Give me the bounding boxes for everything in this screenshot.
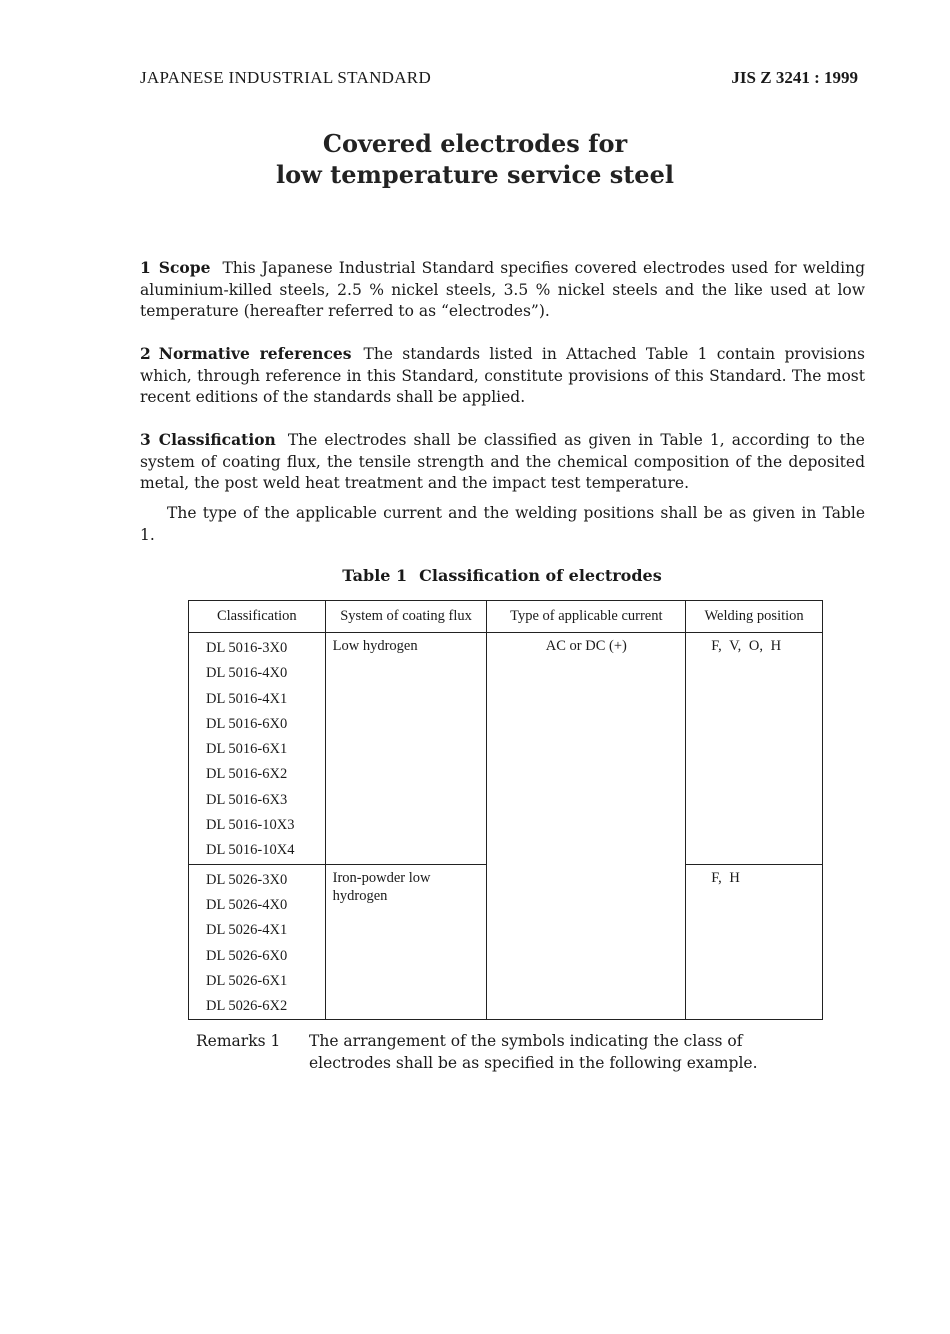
table-number: Table 1 bbox=[342, 566, 408, 585]
document-title bbox=[0, 128, 950, 190]
table-header-row bbox=[189, 601, 823, 633]
classification-item: DL 5016-6X2 bbox=[206, 766, 288, 783]
table-title: Classification of electrodes bbox=[419, 566, 662, 585]
section-title: Normative references bbox=[158, 344, 352, 363]
header-applicable-current: Type of applicable current bbox=[487, 601, 686, 633]
welding-position-cell bbox=[686, 633, 823, 865]
section-title: Scope bbox=[158, 258, 211, 277]
classification-item: DL 5026-4X0 bbox=[206, 896, 288, 913]
classification-item: DL 5016-10X3 bbox=[206, 817, 295, 834]
section-text: The standards listed in Attached Table 1 contain provisions which, through reference in this Standard, constitute provisions of this Standard. The most recent editions of the standards shall be applied. bbox=[140, 345, 865, 406]
classification-item: DL 5026-6X2 bbox=[206, 998, 288, 1015]
section-normative-references bbox=[140, 343, 865, 409]
classification-list bbox=[189, 864, 326, 1020]
classification-item: DL 5016-3X0 bbox=[206, 640, 288, 656]
section-scope bbox=[140, 257, 865, 323]
section-number: 2 bbox=[140, 344, 151, 363]
classification-item: DL 5016-6X3 bbox=[206, 791, 288, 808]
classification-item: DL 5016-6X0 bbox=[206, 715, 288, 732]
table-row-group-1 bbox=[189, 633, 823, 865]
classification-list bbox=[189, 633, 326, 865]
header-standard-number: JIS Z 3241 : 1999 bbox=[731, 68, 858, 87]
header-standard-name: JAPANESE INDUSTRIAL STANDARD bbox=[140, 68, 432, 87]
section-text: The electrodes shall be classified as given in Table 1, according to the system of coating flux, the tensile strength and the chemical composition of the deposited metal, the post weld heat treatment and the impact test temperature. bbox=[140, 431, 865, 492]
section-classification bbox=[140, 429, 865, 495]
header-welding-position: Welding position bbox=[686, 601, 823, 633]
section-title: Classification bbox=[158, 430, 276, 449]
remarks-text: The arrangement of the symbols indicating the class of electrodes shall be as specified in the following example. bbox=[309, 1032, 758, 1072]
title-line-1: Covered electrodes for bbox=[322, 129, 628, 158]
header-coating-flux: System of coating flux bbox=[325, 601, 487, 633]
title-line-2: low temperature service steel bbox=[276, 160, 674, 189]
welding-position-cell bbox=[686, 864, 823, 1020]
section-number: 3 bbox=[140, 430, 151, 449]
table-remarks bbox=[196, 1031, 826, 1074]
section-text: This Japanese Industrial Standard specifies covered electrodes used for welding aluminium-killed steels, 2.5 % nickel steels, 3.5 % nickel steels and the like used at low temperature (hereafter referred to as “electrodes”). bbox=[140, 259, 865, 320]
applicable-current-cell bbox=[487, 633, 686, 1020]
classification-item: DL 5026-6X0 bbox=[206, 947, 288, 964]
section-classification-extra: The type of the applicable current and the welding positions shall be as given in Table 1. bbox=[140, 504, 865, 544]
classification-item: DL 5016-6X1 bbox=[206, 741, 288, 758]
coating-flux-value: Low hydrogen bbox=[332, 638, 418, 654]
coating-flux-cell bbox=[325, 864, 487, 1020]
classification-item: DL 5026-6X1 bbox=[206, 972, 288, 989]
header-classification: Classification bbox=[189, 601, 326, 633]
classification-item: DL 5026-4X1 bbox=[206, 922, 288, 939]
table-caption bbox=[0, 566, 950, 585]
classification-item: DL 5026-3X0 bbox=[206, 871, 288, 888]
classification-item: DL 5016-4X0 bbox=[206, 665, 288, 682]
welding-position-value: F, H bbox=[711, 869, 740, 886]
section-number: 1 bbox=[140, 258, 151, 277]
coating-flux-value: Iron-powder low hydrogen bbox=[332, 869, 431, 904]
welding-position-value: F, V, O, H bbox=[711, 638, 782, 654]
remarks-label: Remarks 1 bbox=[196, 1032, 281, 1050]
applicable-current-value: AC or DC (+) bbox=[545, 638, 627, 654]
classification-item: DL 5016-4X1 bbox=[206, 690, 288, 707]
classification-item: DL 5016-10X4 bbox=[206, 842, 295, 859]
coating-flux-cell bbox=[325, 633, 487, 865]
classification-table bbox=[188, 600, 823, 1020]
